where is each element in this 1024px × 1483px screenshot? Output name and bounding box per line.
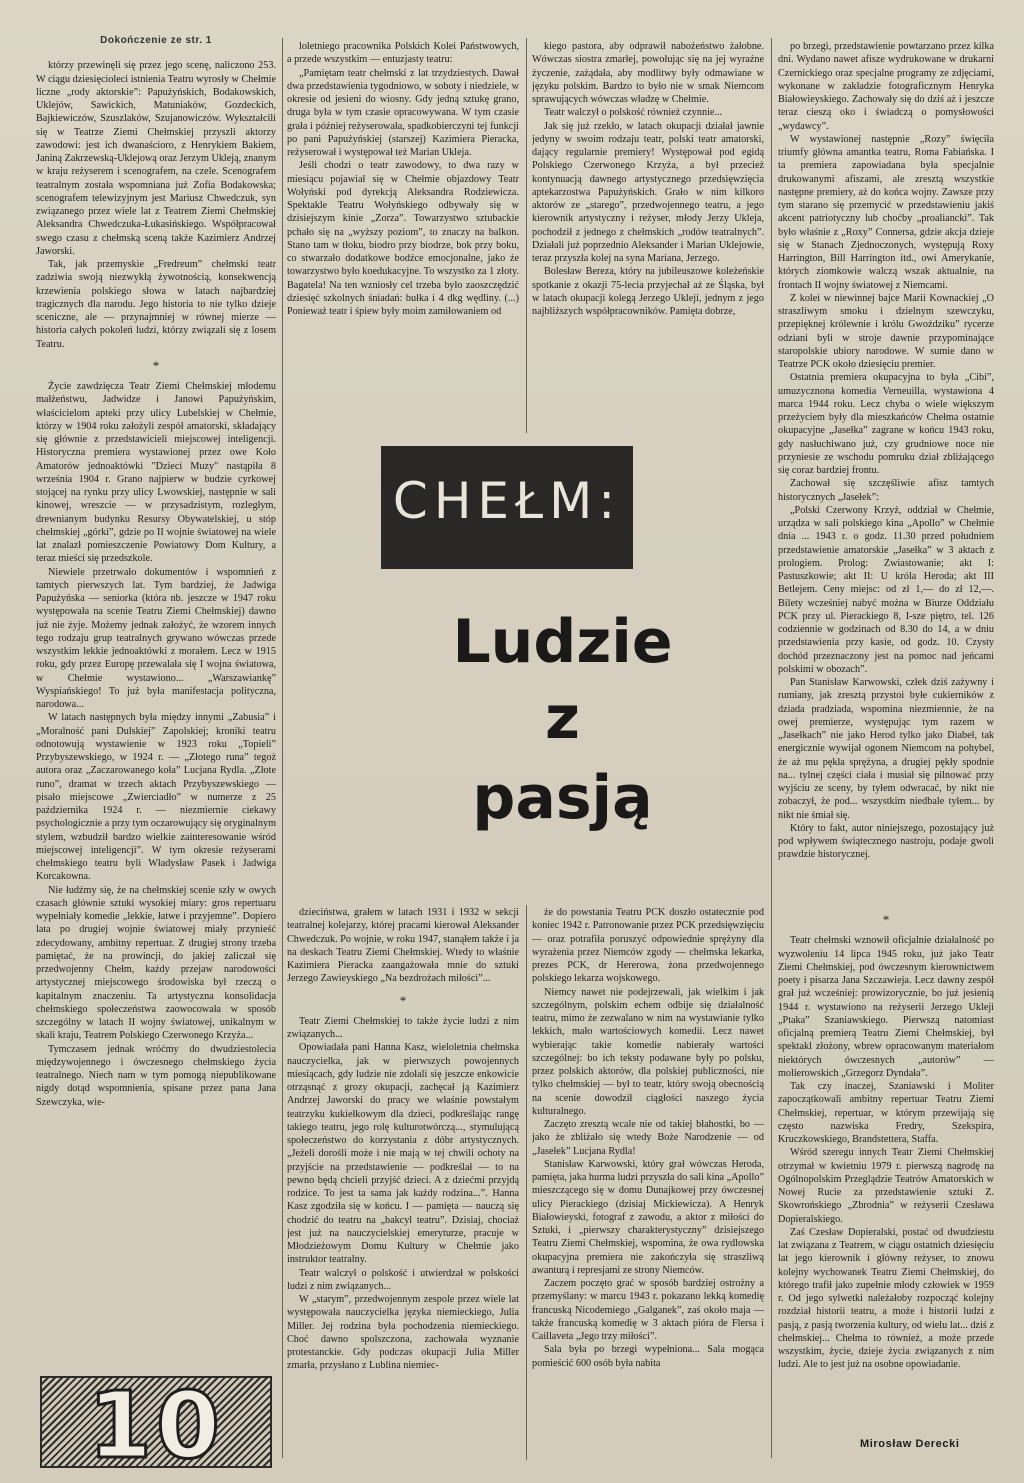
col4-paragraph: Z kolei w niewinnej bajce Marii Kownackiej „O straszliwym smoku i dzielnym szewczyku, przepięknej królewnie i królu Gwoździku” rycerze odziani byli w stroje dawnie przypominające staropolskie ubiory narodowe. W sumie dano w Teatrze PCK około dziesięciu premier. [778, 292, 994, 370]
bottom2-paragraph: W „starym”, przedwojennym zespole przez wiele lat występowała nauczycielka języka niemieckiego, Julia Miller. Jej rodzina była pochodzenia niemieckiego. Choć dawno spolszczona, zachowała wyznanie protestanckie. Gdy podczas okupacji Julia Miller zmarła, przysłano z Lublina niemiec- [287, 1294, 519, 1372]
section-separator-star: * [882, 912, 890, 927]
continuation-header: Dokończenie ze str. 1 [100, 35, 212, 46]
col1-paragraph: Nie łudźmy się, że na chełmskiej scenie szły w owych czasach głównie sztuki wysokiej miary: gros repertuaru wypełniały komedie „lekkie, łatwe i przyjemne”. Dopiero lata po drugiej wojnie światowej miały przynieść zdecydowany, ambitny repertuar. Z drugiej strony trzeba pamiętać, że na prowincji, do jakiej zaliczał się przedwojenny Chełm, każdy przejaw narodowości artystycznej miejscowego środowiska był rzeczą o kapitalnym znaczeniu. Ta artystyczna konsolidacja chełmskiego społeczeństwa zaowocowała w sposób szczególny w latach II wojny światowej, unikalnym w skali kraju, Teatrem Polskiego Czerwonego Krzyża... [36, 884, 276, 1042]
bottom3-paragraph: Niemcy nawet nie podejrzewali, jak wielkim i jak szczególnym, polskim echem odbije się działalność teatru, mimo że zezwalano w nim na wystawianie tylko lekkich, mało wartościowych komedii. Lecz nawet wybierając takie komedie nabierały wartości szczególnej: bo ich teksty podawane były po polsku, przez polskich aktorów, dla polskiej publiczności, nie tylko chełmskiej — był to teatr, który swoją obecnością na scenie dowodził ciągłości naszego życia kulturalnego. [532, 986, 764, 1117]
bottom2-paragraph: Teatr Ziemi Chełmskiej to także życie ludzi z nim związanych... [287, 1015, 519, 1040]
section-separator-star: * [399, 992, 407, 1008]
place-banner [381, 446, 633, 569]
col1-paragraph: W latach następnych była między innymi „Zabusia” i „Moralność pani Dulskiej” Zapolskiej; kroniki teatru odnotowują wystawienie w 1923 roku „Topieli” Przybyszewskiego, w 1924 r. — „Złotego runa” tegoż autora oraz „Zaczarowanego koła” Lucjana Rydla. „Złote runo”, dramat w trzech aktach Przybyszewskiego — pisało miejscowe „Zwierciadło” w numerze z 25 października 1924 r. — niezmiernie ciekawy psychologicznie a przy tym oczarowujący się oryginalnym stylem, wzbudził bardzo wielkie zainteresowanie wśród miejscowej inteligencji”. W tym okresie reżyserami chełmskiego teatru byli Władysław Pasek i Jadwiga Korcakowna. [36, 712, 276, 883]
headline-line-1: Ludzie [452, 607, 673, 677]
col4-paragraph: „Polski Czerwony Krzyż, oddział w Chełmie, urządza w sali polskiego kina „Apollo” w Chełmie dnia ... 1943 r. o godz. 11.30 przed południem przedstawienie amatorskie „Jasełka” w 3 aktach z prologiem. Prolog: Zwiastowanie; akt I: Pastuszkowie; akt II: U króla Heroda; akt III Betlejem. Ceny miejsc: od zł 1,— do zł 12,—. Bilety wcześniej nabyć można w Biurze Oddziału PCK przy ul. Pierackiego 8, I-sze piętro, tel. 126 codziennie w godzinach od 8.30 do 14, a w dniu przedstawienia przy kasie, od godz. 10. Czysty dochód przeznaczony jest na pomoc nad jeńcami polskimi w obozach”. [778, 504, 994, 675]
col4-paragraph: po brzegi, przedstawienie powtarzano przez kilka dni. Wydano nawet afisze wydrukowane w drukarni Czernickiego oraz specjalne programy ze zdjęciami, wykonane w zakładzie fotograficznym Henryka Białowieyskiego. Zachowały się do dziś aż i jeszcze teraz cieszą oko i świadczą o pomysłowości „wydawcy”. [778, 41, 994, 132]
col1-paragraph: Tak, jak przemyskie „Fredreum” chełmski teatr zadziwia swoją niezwykłą żywotnością, konsekwencją krzewienia polskiego słowa w latach najbardziej tragicznych dla narodu. Jego historia to nie tylko dzieje sceniczne, ale — przynajmniej w równej mierze — historia całych pokoleń ludzi, którzy związali się z losem Teatru. [36, 259, 276, 350]
col4-paragraph: W wystawionej następnie „Rozy” święciła triumfy główna amantka teatru, Roma Fabiańska. I ta premiera zapowiadana była specjalnie drukowanymi afiszami, ale zresztą wszystkie następne premiery, aż do końca wojny. Zawsze przy tym starano się przemycić w przedstawieniu jakiś akcent patriotyczny lub choćby „proaliancki”. Tak było właśnie z „Roxy” Connersa, gdzie akcja dzieje się w Stanach Zjednoczonych, występują Roxy Harrington, Bill Harrington itd., owi Amerykanie, których ziomkowie walczą wszak aktualnie, na frontach II wojny światowej z Niemcami. [778, 133, 994, 291]
col3-paragraph: Bolesław Bereza, który na jubileuszowe koleżeńskie spotkanie z okazji 75-lecia przyjechał aż ze Śląska, był w latach okupacji kolegą Jerzego Ukleji, jednym z jego najbliższych współpracowników. Pamięta dobrze, [532, 266, 764, 317]
column-2-top [287, 40, 519, 430]
col3-paragraph: Jak się już rzekło, w latach okupacji działał jawnie jedyny w swoim rodzaju teatr, polski teatr amatorski, dający regularnie premiery! Występował pod egidą Polskiego Czerwonego Krzyża, a był przecież kontynuacją dawnego artystycznego przedsięwzięcia aptekarzostwa Papużyńskich. Grało w nim kilkoro aktorów ze „starego”, przedwojennego teatru, a jego kierownik artystyczny i reżyser, młody Jerzy Ukleja, pochodził z jednego z chełmskich „rodów teatralnych”. Działali już poprzednio Aleksander i Marian Uklejowie, teraz przyszła kolej na syna Mariana, Jerzego. [532, 120, 764, 264]
column-divider [526, 905, 527, 1460]
col3-paragraph: Teatr walczył o polskość również czynnie... [544, 107, 723, 119]
column-divider [771, 38, 772, 1458]
issue-number-badge [40, 1372, 272, 1479]
author-signature: Mirosław Derecki [860, 1438, 960, 1450]
bottom2-paragraph: Opowiadała pani Hanna Kasz, wieloletnia chełmska nauczycielka, jak w pierwszych powojennych miesiącach, gdy ludzie nie zdołali się jeszcze enkowicie otrząsnąć z grozy okupacji, zachęcał ją Kazimierz Andrzej Jaworski do pracy we właśnie powstałym teatrzyku kukiełkowym dla dzieci, podkreślając rangę takiego teatru, jego rolę kulturotwórczą..., stymulującą społeczeństwo do korzystania z dóbr artystycznych. „Jeżeli dorośli może i nie mają w tej chwili ochoty na przyjście na przedstawienie — podkreślał — to na pewno będą chcieli przyjść dzieci. A z dziećmi przyjdą rodzice. To jest ta sama jak każdy rodzina...”. Hanna Kasz zgodziła się w końcu. I — pamięta — nauczą się chodzić do teatru na „bakcyl teatru”. Dzisiaj, chociaż jest już na nauczycielskiej emeryturze, pracuje w Młodzieżowym Domu Kultury w Chełmie jako instruktor teatralny. [287, 1042, 519, 1266]
column-1 [36, 34, 276, 1370]
col1-paragraph: Niewiele przetrwało dokumentów i wspomnień z tamtych pierwszych lat. Tym bardziej, że Jadwiga Papużyńska — seniorka (która nb. jeszcze w 1947 roku występowała na scenie Teatru Ziemi Chełmskiej) dawno już nie żyje. Możemy jednak założyć, że wzorem innych tego rodzaju grup teatralnych grywano wówczas przede wszystkim lekkie jednoaktówki z morałem. Lecz w 1915 roku, gdy przez Europę przewalała się I wojna światowa, w Chełmie wystawiono... „Warszawiankę” Wyspiańskiego! To już była manifestacja polityczna, narodowa... [36, 566, 276, 710]
col4-paragraph: Zachował się szczęśliwie afisz tamtych historycznych „Jasełek”: [778, 478, 994, 503]
bottom3-paragraph: Zaczęto zresztą wcale nie od takiej błahostki, bo — jako że zbliżało się wtedy Boże Narodzenie — od „Jasełek” Lucjana Rydla! [532, 1119, 764, 1157]
col1-paragraph: którzy przewinęli się przez jego scenę, naliczono 253. W ciągu dziesięcioleci istnienia Teatru wyrosły w Chełmie liczne „rody aktorskie”: Papużyńskich, Bodakowskich, Uklejów, Sawickich, Matuniaków, Gozdeckich, Bajkiewiczów, Szuszlaków, Szujanowiczów. Wykształcili się w Teatrze Ziemi Chełmskiej przyszli aktorzy zawodowi: jest ich dwanaścioro, z Henrykiem Bakiem, Janiną Zakrzewską-Uklejową oraz Jerzym Ukleją, znanym w kraju reżyserem i scenografem, na czele. Scenografem teatralnym została wspomniana już Zofia Bodakowska; scenografem telewizyjnym jest Mariusz Chwedczuk, syn związanego przez wiele lat z Teatrem Ziemi Chełmskiej Aleksandra Chwedczuka-Łukasińskiego. Współpracował swego czasu z chełmską sceną także Kazimierz Andrzej Jaworski. [36, 60, 276, 257]
column-3-bottom [532, 906, 764, 1466]
col3-paragraph: kiego pastora, aby odprawił nabożeństwo żałobne. Wówczas siostra zmarłej, powołując się na jej wyraźne życzenie, zażądała, aby modlitwy były odmawiane w języku polskim. Bardzo to było nie w smak Niemcom sprawujących wówczas władzę w Chełmie. [532, 41, 764, 105]
badge-number: 10 [87, 1372, 225, 1479]
bottom3-paragraph: że do powstania Teatru PCK doszło ostatecznie pod koniec 1942 r. Patronowanie przez PCK przedsięwzięciu — oraz potrafiła poruszyć odpowiednie sprężyny dla wyrażenia przez Niemców zgody — chełmska lekarka, prezes PCK, dr Hererowa, żona przedwojennego polskiego lekarza wojskowego. [532, 907, 764, 985]
column-4 [778, 40, 994, 900]
col1-paragraph: Życie zawdzięcza Teatr Ziemi Chełmskiej młodemu małżeństwu, Jadwidze i Janowi Papużyńskim, właścicielom apteki przy ulicy Lubelskiej w Chełmie, którzy w 1904 roku założyli zespół amatorski, składający się głównie z przedstawicieli miejscowej inteligencji. Historyczna premiera wystawionej przez owe Koło Amatorów jednoaktówki "Dzieci Muzy" nastąpiła 8 września 1904 r. Grano najpierw w budzie cyrkowej stojącej na rynku przy ulicy Lwowskiej, następnie w sali kinowej, wreszcie — w przysadzistym, rozległym, drewnianym budynku Resursy Obywatelskiej, u stóp chełmskiej „górki”, gdzie po II wojnie światowej na wiele lat znalazł pomieszczenie Powiatowy Dom Kultury, a teraz mieści się przedszkole. [36, 381, 276, 565]
bottom4-paragraph: Teatr chełmski wznowił oficjalnie działalność po wyzwoleniu 14 lipca 1945 roku, już jako Teatr Ziemi Chełmskiej, pod ówczesnym kierownictwem poety i pisarza Jana Szczawieja. Lecz dawny zespół grał już wcześniej: prowizorycznie, bo już jesienią 1944 r. wystawiono na reżyserii Jerzego Ukleji „Ptaka” Szaniawskiego. Pierwszą natomiast oficjalną premierą Teatru Ziemi Chełmskiej, był spektakl złożony, wbrew opracowanym materiałom niektórych ówczesnych „autorów” — molierowskich „Grzegorz Dyndała”. [778, 935, 994, 1079]
column-divider [282, 38, 283, 1458]
bottom3-paragraph: Stanisław Karwowski, który grał wówczas Heroda, pamięta, jaka hurma ludzi przyszła do sali kina „Apollo” mieszczącego się w domu Dunajkowej przy ówczesnej ulicy Pierackiego (dzisiaj Mickiewicza). A Henryk Białowieyski, fotograf z zawodu, a aktor z miłości do Sztuki, i „pierwszy charakterystyczny” dzisiejszego Teatru Ziemi Chełmskiej, wspomina, że owa rydlowska okupacyjna premiera nie zakończyła się straszliwą awanturą i represjami ze strony Niemców. [532, 1158, 764, 1276]
col2-paragraph: „Pamiętam teatr chełmski z lat trzydziestych. Dawał dwa przedstawienia tygodniowo, w soboty i niedziele, w okresie od jesieni do wiosny. Gdy jedną sztukę grano, druga była w tym czasie opracowywana. W tym czasie grała i później reżyserowała, spadkobierczyni tej funkcji po pani Papużyńskiej (starszej) Kazimiera Pieracka, reżyserował i występował też Marian Ukleja. [287, 67, 519, 158]
column-4-bottom [778, 905, 994, 1427]
banner-place-name: CHEŁM: [392, 472, 622, 530]
col1-paragraph: Tymczasem jednak wróćmy do dwudziestolecia międzywojennego i ówczesnego chełmskiego życia teatralnego. Niech nam w tym pomogą niepublikowane nigdy dotąd wspomnienia, spisane przez pana Jana Szewczyka, wie- [36, 1043, 276, 1108]
bottom4-paragraph: Tak czy inaczej, Szaniawski i Moliter zapoczątkowali ambitny repertuar Teatru Ziemi Chełmskiej, repertuar, w którym przewijają się często nazwiska Fredry, Szekspira, Kruczkowskiego, Brandstettera, Staffa. [778, 1081, 994, 1145]
bottom3-paragraph: Sala była po brzegi wypełniona... Sala mogąca pomieścić 600 osób była nabita [532, 1344, 764, 1369]
headline-line-3: pasją [472, 763, 653, 833]
column-3-top [532, 40, 764, 430]
col4-paragraph: Który to fakt, autor niniejszego, pozostający już pod wpływem świątecznego nastroju, podaje gwoli prawdzie historycznej. [778, 822, 994, 861]
column-divider [526, 38, 527, 433]
bottom2-paragraph: Teatr walczył o polskość i utwierdzał w polskości ludzi z nim związanych... [287, 1267, 519, 1292]
col2-paragraph: Jeśli chodzi o teatr zawodowy, to dwa razy w miesiącu pojawiał się w Chełmie objazdowy Teatr Wołyński pod dyrekcją Aleksandra Rodziewicza. Spektakle Teatru Wołyńskiego odbywały się w dzisiejszym kinie „Zorza”. Towarzystwo sztubackie pchało się na „wyższy poziom”, to znaczy na balkon. Stano tam w tłoku, biodro przy biodrze, bok przy boku, co stwarzało dodatkowe bodźce emocjonalne, jako że towarzystwo było koedukacyjne. To wszystko za 1 złoty. Bagatela! Na ten wzniosły cel trzeba było zaoszczędzić dziesięć szkolnych śniadań: bułka i 4 dkg wędliny. (...) Ponieważ teatr i śpiew były moim zamiłowaniem od [287, 160, 519, 317]
bottom4-paragraph: Wśród szeregu innych Teatr Ziemi Chełmskiej otrzymał w kwietniu 1979 r. pierwszą nagrodę na Ogólnopolskim Przeglądzie Teatrów Amatorskich w Nowej Rucie za przedstawienie sztuki Z. Skowrońskiego „Zbrodnia” w reżyserii Czesława Dopieralskiego. [778, 1147, 994, 1225]
bottom3-paragraph: Zaczem poczęto grać w sposób bardziej ostrożny a przemyślany: w marcu 1943 r. pokazano lekką komedię francuską Nicodemiego „Galganek”, zaś około maja — także francuską komedię w 3 aktach pióra de Flersa i Caillaveta „Jego trzy miłości”. [532, 1278, 764, 1342]
bottom4-paragraph: Zaś Czesław Dopieralski, postać od dwudziestu lat związana z Teatrem, w ciągu ostatnich dziesięciu lat jego kierownik i główny reżyser, to znowu kolejny wychowanek Teatru Ziemi Chełmskiej, do którego trafił jako zupełnie młody człowiek w 1959 r. Od jego sylwetki należałoby rozpocząć kolejny rozdział historii teatru, a może i historii ludzi z pasją, z pasją tworzenia kultury, od wielu lat... dziś z chełmskiej... Chełma to również, a może przede wszystkim, życie, dzieje życia związanych z nim ludzi. Ale to jest już na osobne opowiadanie. [778, 1226, 994, 1371]
col4-paragraph: Pan Stanisław Karwowski, człek dziś zażywny i rumiany, jak zresztą przystoi byłe cukierników z dziada pradziada, wspomina niezmiennie, że na owej premierze, występując tym razem w „Jasełkach” nie jako Herod tylko jako Diabeł, tak energicznie wywijał ogonem Niemcom na pohybel, że aż mu pękła sprężyna, a drugiej pękły spodnie na... tylnej części ciała i musiał się pilnować przy wyjściu ze sceny, by tyłem odwracać, by nikt nie zobaczył, że pod... wszystkim niedbale tyłem... by nikt nie śmiał się. [778, 677, 994, 821]
column-2-bottom [287, 906, 519, 1466]
headline-line-2: z [545, 683, 580, 753]
bottom2-paragraph: dzieciństwa, grałem w latach 1931 i 1932 w sekcji teatralnej kolejarzy, której pracami kierował Aleksander Chwedczuk. Po wojnie, w roku 1947, stanąłem także i ja na deskach Teatru Ziemi Chełmskiej. Wtedy to właśnie Kazimiera Pieracka zaangażowała mnie do sztuki Jerzego Zawieyskiego „Na bezdrożach miłości”... [287, 907, 519, 985]
col2-paragraph: loletniego pracownika Polskich Kolei Państwowych, a przede wszystkim — entuzjasty teatru: [287, 41, 519, 66]
col4-paragraph: Ostatnia premiera okupacyjna to była „Cibi”, umuzycznona komedia Verneuilla, wystawiona 4 marca 1944 roku. Lecz chyba o wiele większym przeżyciem były dla mieszkańców Chełma ostatnie okupacyjne „Jasełka” zagrane w końcu 1943 roku, gdy nasłuchiwano już, czy grudniowe noce nie przyniesie ze wschodu pomruku dział zbliżającego się coraz bardziej frontu. [778, 372, 994, 476]
section-separator-star: * [152, 357, 160, 373]
